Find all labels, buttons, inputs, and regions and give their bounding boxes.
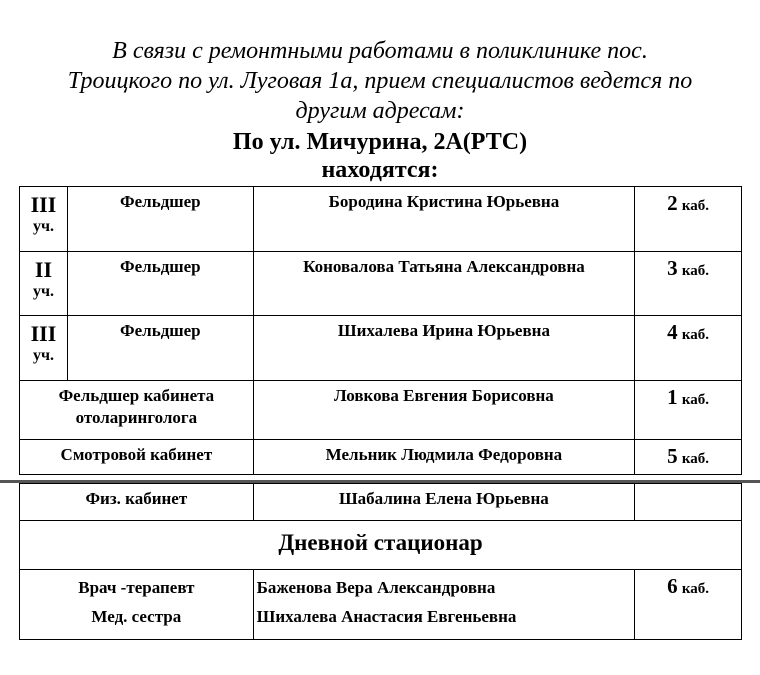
table-row (20, 440, 742, 475)
doctor-role: Врач -терапевт (78, 578, 195, 597)
notice-line-1: В связи с ремонтными работами в поликлинике пос. (112, 38, 648, 64)
table-row (20, 521, 742, 570)
cabinet-cell (635, 187, 742, 252)
exam-role-cell: Смотровой кабинет (20, 440, 254, 475)
cabinet-number: 3 (667, 256, 678, 280)
notice-line-3: другим адресам: (295, 98, 465, 124)
name-cell: Ловкова Евгения Борисовна (253, 381, 634, 440)
cabinet-number: 2 (667, 191, 678, 215)
staff-table (19, 186, 742, 475)
cabinet-cell (635, 252, 742, 316)
address-line-1: По ул. Мичурина, 2А(РТС) (232, 129, 528, 155)
cabinet-unit: каб. (681, 581, 710, 597)
sector-number: II (34, 257, 53, 282)
sector-number: III (30, 192, 57, 217)
name-cell: Бородина Кристина Юрьевна (253, 187, 634, 252)
ent-role-cell (20, 381, 254, 440)
doctor-name: Баженова Вера Александровна (256, 578, 496, 597)
cabinet-cell (635, 316, 742, 381)
notice-text (0, 36, 760, 126)
staff-table-continued (19, 483, 742, 640)
ent-role-line-1: Фельдшер кабинета (58, 386, 215, 405)
sector-cell (20, 187, 68, 252)
notice-line-2: Троицкого по ул. Луговая 1а, прием специалистов ведется по (67, 68, 693, 94)
name-cell: Коновалова Татьяна Александровна (253, 252, 634, 316)
cabinet-unit: каб. (681, 451, 710, 467)
sector-unit: уч. (32, 218, 54, 235)
cabinet-cell (635, 381, 742, 440)
cabinet-cell (635, 440, 742, 475)
cabinet-cell (635, 570, 742, 640)
sector-cell (20, 252, 68, 316)
nurse-name: Шихалева Анастасия Евгеньевна (256, 607, 517, 626)
cabinet-unit: каб. (681, 263, 710, 279)
cabinet-number: 6 (667, 574, 678, 598)
address-heading (0, 128, 760, 184)
table-row (20, 252, 742, 316)
name-cell: Мельник Людмила Федоровна (253, 440, 634, 475)
sector-number: III (30, 321, 57, 346)
cabinet-number: 4 (667, 320, 678, 344)
table-row (20, 187, 742, 252)
name-cell: Шабалина Елена Юрьевна (253, 484, 634, 521)
ent-role-line-2: отоларинголога (75, 408, 198, 427)
cabinet-number: 5 (667, 444, 678, 468)
day-hospital-roles-cell (20, 570, 254, 640)
role-cell: Фельдшер (67, 252, 253, 316)
sector-unit: уч. (32, 347, 54, 364)
table-row (20, 316, 742, 381)
role-cell: Фельдшер (67, 316, 253, 381)
table-row (20, 381, 742, 440)
cabinet-unit: каб. (681, 198, 710, 214)
address-line-2: находятся: (321, 157, 439, 183)
sector-unit: уч. (32, 283, 54, 300)
day-hospital-heading: Дневной стационар (20, 521, 742, 570)
cabinet-cell (635, 484, 742, 521)
cabinet-unit: каб. (681, 392, 710, 408)
sector-cell (20, 316, 68, 381)
name-cell: Шихалева Ирина Юрьевна (253, 316, 634, 381)
nurse-role: Мед. сестра (91, 607, 182, 626)
table-row (20, 484, 742, 521)
role-cell: Фельдшер (67, 187, 253, 252)
cabinet-unit: каб. (681, 327, 710, 343)
day-hospital-names-cell (253, 570, 634, 640)
cabinet-number: 1 (667, 385, 678, 409)
table-row (20, 570, 742, 640)
physio-role-cell: Физ. кабинет (20, 484, 254, 521)
